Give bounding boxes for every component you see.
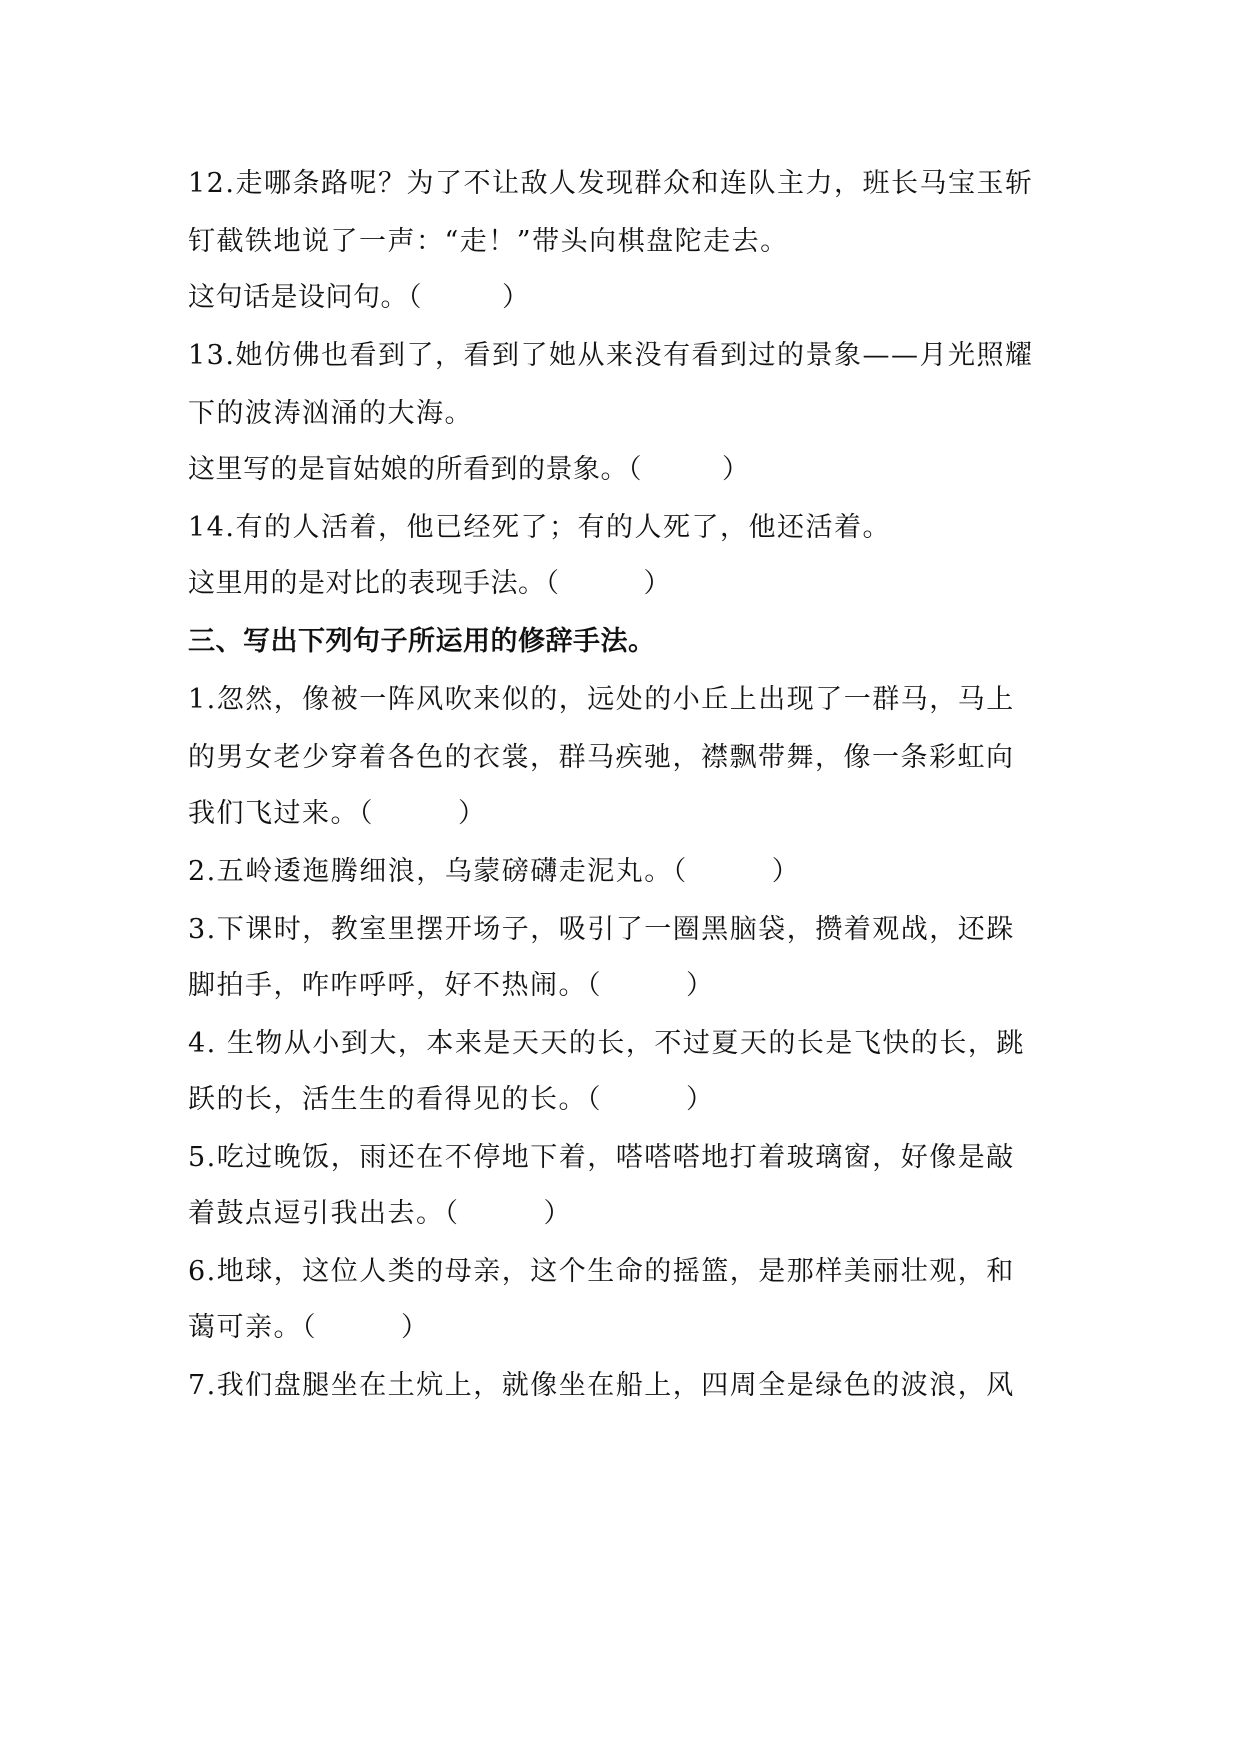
s3-q1-line-2 [188,738,1068,778]
q14-statement [188,564,1068,604]
s3-q1-line-1 [188,680,1068,720]
q14-statement-text: 这里用的是对比的表现手法。（ [188,568,560,599]
closing-paren: ） [686,970,715,1001]
closing-paren: ） [458,798,487,829]
s3-q1-line3-text: 我们飞过来。（ [188,798,374,829]
closing-paren: ） [771,856,801,887]
closing-paren: ） [643,568,671,599]
s3-q5-line1-text: 5.吃过晚饭，雨还在不停地下着，嗒嗒嗒地打着玻璃窗，好像是敲 [188,1142,1015,1173]
s3-q6-line1-text: 6.地球，这位人类的母亲，这个生命的摇篮，是那样美丽壮观，和 [188,1256,1015,1287]
s3-q5-line-1 [188,1138,1068,1178]
closing-paren: ） [543,1198,572,1229]
s3-q3-line1-text: 3.下课时，教室里摆开场子，吸引了一圈黑脑袋，攒着观战，还跺 [188,914,1015,945]
q13-statement-text: 这里写的是盲姑娘的所看到的景象。（ [188,454,642,485]
q13-line1-text: 13.她仿佛也看到了，看到了她从来没有看到过的景象——月光照耀 [188,340,1034,371]
closing-paren: ） [686,1084,715,1115]
q13-statement [188,450,1068,490]
s3-q5-line-2 [188,1194,1068,1234]
closing-paren: ） [401,1312,430,1343]
s3-q1-line2-text: 的男女老少穿着各色的衣裳，群马疾驰，襟飘带舞，像一条彩虹向 [188,742,1015,773]
section-3-heading-text: 三、写出下列句子所运用的修辞手法。 [188,626,656,657]
q12-text-line-2 [188,222,1068,262]
s3-q6-line-1 [188,1252,1068,1292]
s3-q2-line-1 [188,852,1068,892]
closing-paren: ） [722,454,750,485]
q12-line2-text: 钉截铁地说了一声：“走！”带头向棋盘陀走去。 [188,226,789,257]
s3-q4-line1-text: 4. 生物从小到大，本来是天天的长，不过夏天的长是飞快的长，跳 [188,1028,1025,1059]
s3-q6-line-2 [188,1308,1068,1348]
q14-line1-text: 14.有的人活着，他已经死了；有的人死了，他还活着。 [188,512,891,543]
s3-q1-line-3 [188,794,1068,834]
q14-text-line-1 [188,508,1068,548]
s3-q3-line-1 [188,910,1068,950]
s3-q3-line2-text: 脚拍手，咋咋呼呼，好不热闹。（ [188,970,602,1001]
s3-q4-line2-text: 跃的长，活生生的看得见的长。（ [188,1084,602,1115]
s3-q4-line-1 [188,1024,1068,1064]
closing-paren: ） [502,282,530,313]
q12-line1-text: 12.走哪条路呢？为了不让敌人发现群众和连队主力，班长马宝玉斩 [188,168,1034,199]
s3-q1-line1-text: 1.忽然，像被一阵风吹来似的，远处的小丘上出现了一群马，马上 [188,684,1015,715]
q13-line2-text: 下的波涛汹涌的大海。 [188,398,473,429]
q13-text-line-1 [188,336,1068,376]
s3-q4-line-2 [188,1080,1068,1120]
s3-q2-line1-text: 2.五岭逶迤腾细浪，乌蒙磅礴走泥丸。（ [188,856,688,887]
section-3-heading [188,622,1068,662]
q12-text-line-1 [188,164,1068,204]
q12-statement [188,278,1068,318]
s3-q7-line-1 [188,1366,1068,1406]
q12-statement-text: 这句话是设问句。（ [188,282,422,313]
s3-q6-line2-text: 蔼可亲。（ [188,1312,317,1343]
s3-q5-line2-text: 着鼓点逗引我出去。（ [188,1198,460,1229]
q13-text-line-2 [188,394,1068,434]
s3-q7-line1-text: 7.我们盘腿坐在土炕上，就像坐在船上，四周全是绿色的波浪，风 [188,1370,1015,1401]
s3-q3-line-2 [188,966,1068,1006]
